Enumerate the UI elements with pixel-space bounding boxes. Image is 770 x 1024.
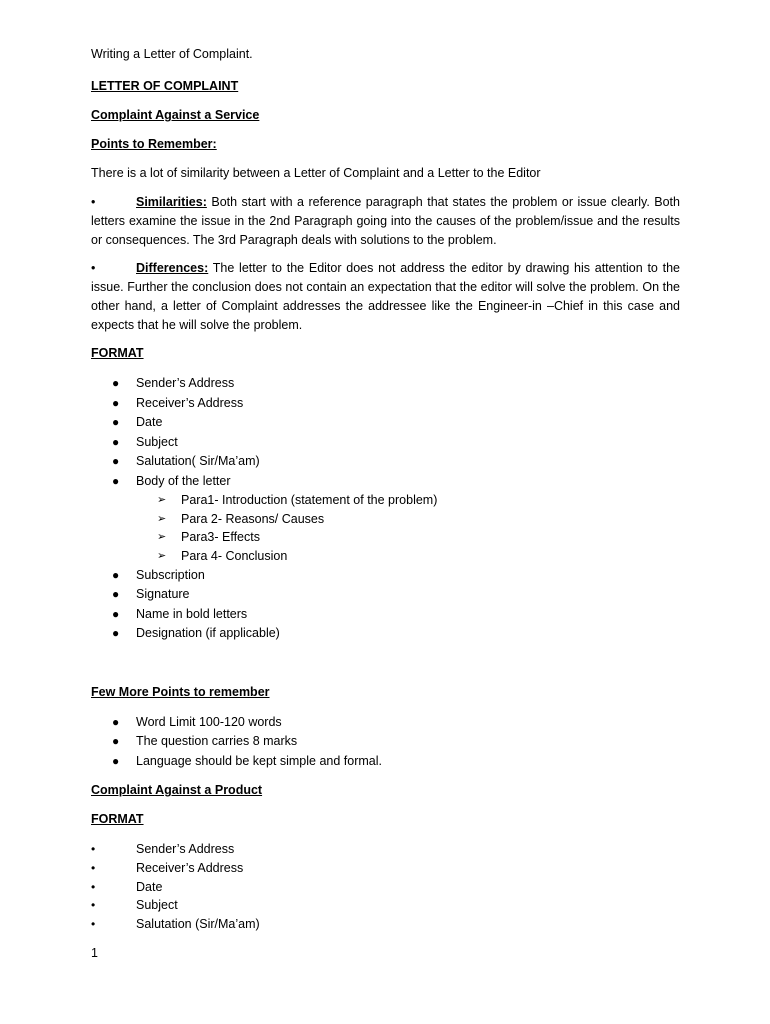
bullet-icon: ●: [112, 434, 120, 449]
differences-paragraph: [91, 259, 680, 335]
document-body: [91, 45, 680, 934]
arrow-bullet-icon: ➢: [157, 550, 167, 563]
sub-list-item: ➢ Para1- Introduction (statement of the problem): [91, 491, 680, 510]
list-item: ● Subscription: [91, 566, 680, 586]
list-item: ● Language should be kept simple and formal.: [91, 752, 680, 772]
bullet-icon: ●: [112, 415, 120, 429]
bullet-icon: •: [91, 917, 96, 931]
list-item: ● Sender’s Address: [91, 374, 680, 394]
list-item: ● Designation (if applicable): [91, 624, 680, 644]
list-item: ● Receiver’s Address: [91, 394, 680, 414]
list-item: • Salutation (Sir/Ma’am): [91, 915, 680, 934]
heading-complaint-against-product: Complaint Against a Product: [91, 783, 263, 798]
list-item: ● Body of the letter: [91, 472, 680, 492]
few-more-points-list: [91, 713, 680, 772]
similarities-bullet: •: [91, 195, 96, 209]
list-item: • Subject: [91, 896, 680, 915]
sub-list-item: ➢ Para 2- Reasons/ Causes: [91, 510, 680, 529]
list-item: • Receiver’s Address: [91, 859, 680, 878]
list-item: ● Name in bold letters: [91, 605, 680, 625]
similarities-label: Similarities:: [136, 195, 207, 209]
heading-format-product: FORMAT: [91, 812, 144, 827]
differences-label: Differences:: [136, 261, 209, 275]
heading-complaint-against-service: Complaint Against a Service: [91, 108, 260, 122]
heading-format: FORMAT: [91, 346, 144, 360]
format-list: [91, 374, 680, 491]
intro-paragraph: There is a lot of similarity between a Letter of Complaint and a Letter to the Editor: [91, 166, 541, 180]
list-item: ● Word Limit 100-120 words: [91, 713, 680, 733]
bullet-icon: ●: [112, 626, 120, 641]
similarities-text: Both start with a reference paragraph that states the problem or issue clearly. Both letters examine the issue in the 2nd Paragraph going into the causes of the problem/issue and the results or consequences. The 3rd Paragraph deals with solutions to the problem.: [91, 195, 680, 247]
list-item: ● Subject: [91, 433, 680, 453]
bullet-icon: •: [91, 842, 96, 857]
list-item: ● Salutation( Sir/Ma’am): [91, 452, 680, 472]
page-number: 1: [91, 946, 98, 960]
list-item: ● Signature: [91, 585, 680, 605]
bullet-icon: ●: [112, 714, 120, 729]
arrow-bullet-icon: ➢: [157, 531, 167, 544]
list-item: ● Date: [91, 413, 680, 433]
arrow-bullet-icon: ➢: [157, 494, 167, 506]
bullet-icon: ●: [112, 567, 120, 582]
list-item: • Date: [91, 878, 680, 897]
bullet-icon: •: [91, 898, 96, 913]
bullet-icon: ●: [112, 473, 120, 488]
bullet-icon: ●: [112, 606, 120, 621]
bullet-icon: ●: [112, 395, 120, 410]
format-list-continued: [91, 566, 680, 644]
heading-letter-of-complaint: LETTER OF COMPLAINT: [91, 79, 239, 93]
body-sub-list: [91, 491, 680, 566]
bullet-icon: •: [91, 879, 96, 894]
list-item: ● The question carries 8 marks: [91, 732, 680, 752]
bullet-icon: ●: [112, 454, 120, 468]
arrow-bullet-icon: ➢: [157, 512, 167, 525]
differences-bullet: •: [91, 261, 96, 275]
heading-points-to-remember: Points to Remember:: [91, 137, 217, 151]
sub-list-item: ➢ Para 4- Conclusion: [91, 547, 680, 566]
bullet-icon: ●: [112, 376, 120, 390]
bullet-icon: ●: [112, 734, 120, 749]
similarities-paragraph: [91, 193, 680, 250]
differences-text: The letter to the Editor does not address the editor by drawing his attention to the issue. Further the conclusion does not contain an expectation that the editor will solve the problem. On the other hand, a letter of Complaint addresses the addressee like the Engineer-in –Chief in this case and expects that he will solve the problem.: [91, 261, 680, 332]
product-format-list: [91, 840, 680, 933]
heading-few-more-points: Few More Points to remember: [91, 684, 270, 699]
document-title: Writing a Letter of Complaint.: [91, 47, 253, 61]
bullet-icon: ●: [112, 753, 120, 768]
list-item: • Sender’s Address: [91, 840, 680, 859]
bullet-icon: •: [91, 860, 96, 875]
bullet-icon: ●: [112, 587, 120, 602]
sub-list-item: ➢ Para3- Effects: [91, 528, 680, 547]
